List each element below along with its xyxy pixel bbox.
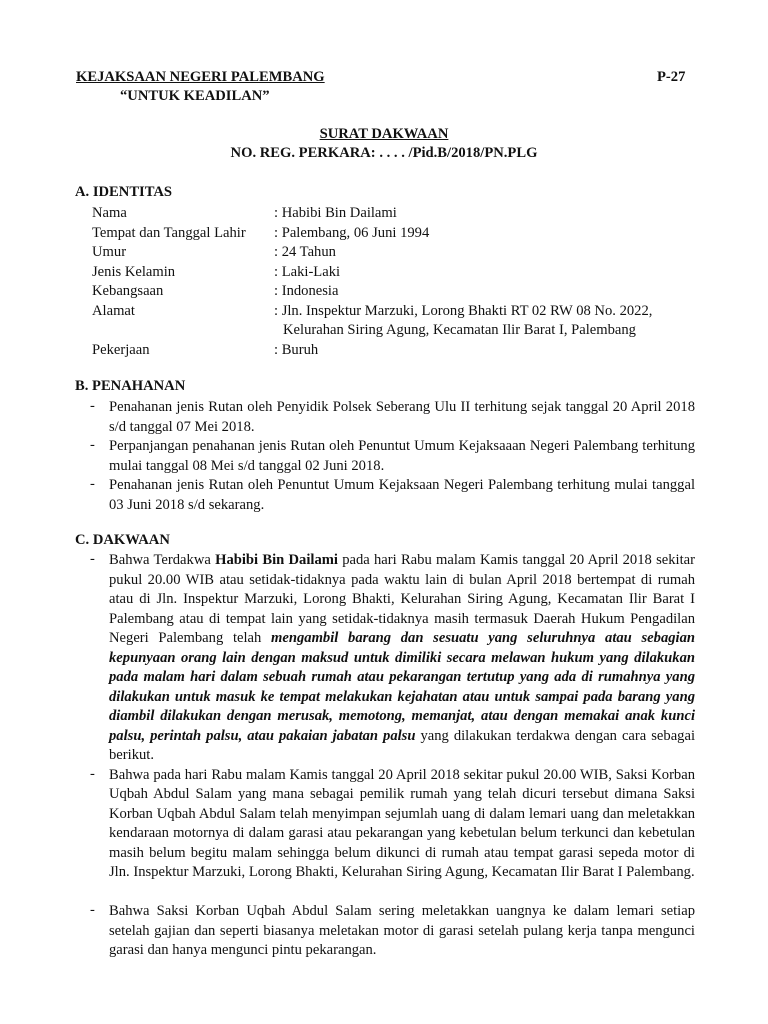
identity-label: Alamat bbox=[92, 302, 135, 319]
bullet-dash: - bbox=[90, 437, 95, 453]
agency-motto: “UNTUK KEADILAN” bbox=[120, 88, 270, 104]
indictment-item bbox=[90, 766, 695, 883]
bullet-dash: - bbox=[90, 398, 95, 414]
indictment-text-part: Bahwa Terdakwa bbox=[109, 552, 216, 568]
document-title: SURAT DAKWAAN bbox=[319, 126, 449, 142]
indictment-text-part: yang dilakukan terdakwa dengan cara sebagai berikut. bbox=[109, 727, 695, 763]
bullet-dash: - bbox=[90, 902, 95, 918]
section-heading-identitas: A. IDENTITAS bbox=[75, 184, 173, 200]
bullet-dash: - bbox=[90, 765, 95, 782]
section-heading-dakwaan: C. DAKWAAN bbox=[75, 532, 170, 548]
detention-item bbox=[90, 398, 695, 437]
identity-label: Jenis Kelamin bbox=[92, 263, 176, 280]
identity-value: : Laki-Laki bbox=[274, 263, 341, 280]
form-code: P-27 bbox=[657, 69, 686, 85]
identity-label: Kebangsaan bbox=[92, 283, 164, 299]
identity-label: Pekerjaan bbox=[92, 341, 150, 358]
indictment-item bbox=[90, 551, 695, 766]
case-registration-number: NO. REG. PERKARA: . . . . /Pid.B/2018/PN.PLG bbox=[230, 145, 538, 161]
identity-value: : Buruh bbox=[274, 341, 319, 358]
detention-text: Penahanan jenis Rutan oleh Penuntut Umum Kejaksaan Negeri Palembang terhitung mulai tanggal 03 Juni 2018 s/d sekarang. bbox=[109, 477, 695, 513]
indictment-text: Bahwa Saksi Korban Uqbah Abdul Salam sering meletakkan uangnya ke dalam lemari setiap setelah gajian dan seperti biasanya meletakan motor di garasi setelah pulang kerja tanpa mengunci garasi dan hanya mengunci pintu pekarangan. bbox=[109, 903, 695, 958]
identity-label: Nama bbox=[92, 205, 127, 221]
defendant-name: Habibi Bin Dailami bbox=[215, 552, 338, 568]
address-line-2: Kelurahan Siring Agung, Kecamatan Ilir Barat I, Palembang bbox=[283, 322, 636, 338]
identity-value: : Palembang, 06 Juni 1994 bbox=[274, 224, 430, 241]
bullet-dash: - bbox=[90, 476, 95, 492]
identity-label: Tempat dan Tanggal Lahir bbox=[92, 224, 246, 241]
identity-value: : Habibi Bin Dailami bbox=[274, 205, 397, 221]
detention-item bbox=[90, 437, 695, 476]
indictment-text: Bahwa pada hari Rabu malam Kamis tanggal 20 April 2018 sekitar pukul 20.00 WIB, Saksi Korban Uqbah Abdul Salam yang mana sebagai pemilik rumah yang telah dicuri tersebut dimana Saksi Korban Uqbah Abdul Salam telah menyimpan sejumlah uang di dalam lemari uang dan meletakkan kendaraan motornya di dalam garasi atau pekarangan yang kebetulan belum terkunci dan kebetulan masih belum begitu malam sehingga belum dikunci di rumah atau tempat garasi sepeda motor di Jln. Inspektur Marzuki, Lorong Bhakti, Kelurahan Siring Agung, Kecamatan Ilir Barat I Palembang. bbox=[109, 766, 695, 880]
identity-label: Umur bbox=[92, 244, 127, 260]
charge-description: mengambil barang dan sesuatu yang seluruhnya atau sebagian kepunyaan orang lain dengan maksud untuk dimiliki secara melawan hukum yang dilakukan pada malam hari dalam sebuah rumah atau pekarangan tertutup yang ada di rumahnya yang dilakukan untuk masuk ke tempat melakukan kejahatan atau untuk sampai pada barang yang diambil dilakukan dengan merusak, memotong, memanjat, atau dengan memakai anak kunci palsu, perintah palsu, atau pakaian jabatan palsu bbox=[109, 630, 696, 744]
detention-text: Penahanan jenis Rutan oleh Penyidik Polsek Seberang Ulu II terhitung sejak tanggal 20 April 2018 s/d tanggal 07 Mei 2018. bbox=[109, 399, 695, 435]
indictment-text bbox=[109, 551, 695, 766]
identity-value: : 24 Tahun bbox=[274, 244, 336, 260]
indictment-text-part: pada hari Rabu malam Kamis tanggal 20 April 2018 sekitar pukul 20.00 WIB atau setidak-tidaknya pada waktu lain di bulan April 2018 bertempat di rumah atau di Jln. Inspektur Marzuki, Lorong Bhakti, Kelurahan Siring Agung, Kecamatan Ilir Barat I Palembang atau di tempat lain yang setidak-tidaknya masih termasuk Daerah Hukum Pengadilan Negeri Palembang telah bbox=[109, 552, 695, 646]
agency-name: KEJAKSAAN NEGERI PALEMBANG bbox=[76, 69, 325, 85]
identity-value bbox=[274, 302, 704, 341]
indictment-item bbox=[90, 902, 695, 961]
detention-item bbox=[90, 476, 695, 515]
identity-value: : Indonesia bbox=[274, 283, 339, 299]
bullet-dash: - bbox=[90, 551, 95, 567]
detention-text: Perpanjangan penahanan jenis Rutan oleh Penuntut Umum Kejaksaaan Negeri Palembang terhitung mulai tanggal 08 Mei s/d tanggal 02 Juni 2018. bbox=[109, 438, 695, 474]
section-heading-penahanan: B. PENAHANAN bbox=[75, 378, 186, 394]
address-line-1: : Jln. Inspektur Marzuki, Lorong Bhakti RT 02 RW 08 No. 2022, bbox=[274, 302, 653, 319]
